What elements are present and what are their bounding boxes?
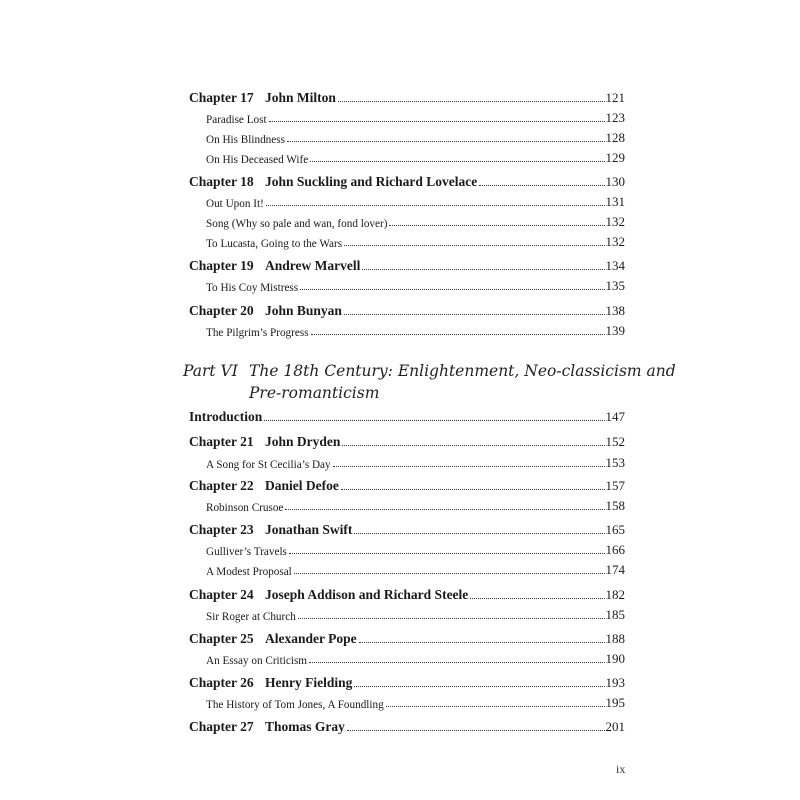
dot-leader xyxy=(470,598,604,599)
page-number: 147 xyxy=(605,409,625,424)
page-number: 138 xyxy=(605,303,625,318)
toc-entry-row xyxy=(206,558,625,578)
entry-title: Robinson Crusoe xyxy=(206,502,284,514)
page-number: 152 xyxy=(605,434,625,449)
dot-leader xyxy=(269,121,605,122)
dot-leader xyxy=(285,509,604,510)
toc-chapter-row xyxy=(189,715,625,735)
entry-title: To Lucasta, Going to the Wars xyxy=(206,238,343,250)
chapter-title: John Dryden xyxy=(265,434,341,449)
dot-leader xyxy=(310,161,604,162)
toc-chapter-row xyxy=(189,254,625,274)
page-number: 153 xyxy=(605,455,625,470)
toc-entry-row xyxy=(206,603,625,623)
chapter-title: Daniel Defoe xyxy=(265,478,339,493)
toc-entry-row xyxy=(206,106,625,126)
page-number: 188 xyxy=(605,631,625,646)
chapter-title: John Bunyan xyxy=(265,303,342,318)
toc-entry-row xyxy=(206,126,625,146)
toc-chapter-row xyxy=(189,627,625,647)
page-number: 123 xyxy=(605,110,625,125)
dot-leader xyxy=(479,185,604,186)
page-number: 193 xyxy=(605,675,625,690)
chapter-number: Chapter 22 xyxy=(189,478,254,493)
page-number: 131 xyxy=(605,194,625,209)
toc-entry-row xyxy=(206,494,625,514)
toc-entry-row xyxy=(206,691,625,711)
dot-leader xyxy=(298,618,605,619)
toc-chapter-row xyxy=(189,430,625,450)
toc-entry-row xyxy=(206,210,625,230)
dot-leader xyxy=(344,245,604,246)
dot-leader xyxy=(341,489,605,490)
page-number: 195 xyxy=(605,695,625,710)
toc-entry-row xyxy=(206,230,625,250)
page-number: 128 xyxy=(605,130,625,145)
page-number: 129 xyxy=(605,150,625,165)
chapter-title: Jonathan Swift xyxy=(265,522,353,537)
chapter-number: Chapter 19 xyxy=(189,258,254,273)
toc-chapter-row xyxy=(189,299,625,319)
toc-entry-row xyxy=(206,319,625,339)
entry-title: Paradise Lost xyxy=(206,114,267,126)
entry-title: A Song for St Cecilia’s Day xyxy=(206,459,331,471)
page-number: 130 xyxy=(605,174,625,189)
page-number: 157 xyxy=(605,478,625,493)
dot-leader xyxy=(287,141,605,142)
chapter-number: Chapter 24 xyxy=(189,587,254,602)
toc-chapter-row xyxy=(189,583,625,603)
part-label: Part VI xyxy=(183,362,238,380)
page-number: 190 xyxy=(605,651,625,666)
toc-chapter-row xyxy=(189,170,625,190)
page-number: 132 xyxy=(605,234,625,249)
dot-leader xyxy=(344,314,605,315)
part-title-line-2: Pre-romanticism xyxy=(249,384,380,402)
toc-chapter-row xyxy=(189,671,625,691)
entry-title: An Essay on Criticism xyxy=(206,655,307,667)
chapter-title: Alexander Pope xyxy=(265,631,357,646)
toc-chapter-row xyxy=(189,86,625,106)
chapter-title: Andrew Marvell xyxy=(265,258,361,273)
part-heading xyxy=(183,360,676,404)
entry-title: Song (Why so pale and wan, fond lover) xyxy=(206,218,388,230)
toc-chapter-row xyxy=(189,518,625,538)
chapter-title: John Milton xyxy=(265,90,336,105)
dot-leader xyxy=(311,334,605,335)
chapter-number: Chapter 18 xyxy=(189,174,254,189)
page-number: 139 xyxy=(605,323,625,338)
dot-leader xyxy=(333,466,605,467)
dot-leader xyxy=(359,642,605,643)
toc-entry-row xyxy=(206,451,625,471)
toc-introduction-row xyxy=(189,405,625,425)
page-number: 166 xyxy=(605,542,625,557)
introduction-title: Introduction xyxy=(189,409,263,424)
page-number: 132 xyxy=(605,214,625,229)
chapter-title: Joseph Addison and Richard Steele xyxy=(265,587,469,602)
page-folio: ix xyxy=(616,762,626,776)
page-number: 134 xyxy=(605,258,625,273)
chapter-number: Chapter 20 xyxy=(189,303,254,318)
chapter-number: Chapter 27 xyxy=(189,719,254,734)
dot-leader xyxy=(342,445,604,446)
chapter-title: Thomas Gray xyxy=(265,719,345,734)
page-number: 185 xyxy=(605,607,625,622)
dot-leader xyxy=(266,205,605,206)
toc-entry-row xyxy=(206,146,625,166)
dot-leader xyxy=(338,101,605,102)
entry-title: Out Upon It! xyxy=(206,198,264,210)
entry-title: The History of Tom Jones, A Foundling xyxy=(206,699,384,711)
page-number: 182 xyxy=(605,587,625,602)
entry-title: To His Coy Mistress xyxy=(206,282,299,294)
dot-leader xyxy=(354,686,604,687)
chapter-title: John Suckling and Richard Lovelace xyxy=(265,174,478,189)
dot-leader xyxy=(389,225,604,226)
dot-leader xyxy=(294,573,605,574)
toc-entry-row xyxy=(206,190,625,210)
dot-leader xyxy=(264,420,604,421)
chapter-number: Chapter 23 xyxy=(189,522,254,537)
entry-title: On His Deceased Wife xyxy=(206,154,309,166)
entry-title: Gulliver’s Travels xyxy=(206,546,287,558)
dot-leader xyxy=(386,706,605,707)
dot-leader xyxy=(309,662,605,663)
dot-leader xyxy=(347,730,605,731)
dot-leader xyxy=(300,289,604,290)
entry-title: On His Blindness xyxy=(206,134,285,146)
chapter-number: Chapter 26 xyxy=(189,675,254,690)
entry-title: A Modest Proposal xyxy=(206,566,292,578)
dot-leader xyxy=(362,269,604,270)
toc-entry-row xyxy=(206,538,625,558)
chapter-number: Chapter 17 xyxy=(189,90,254,105)
toc-chapter-row xyxy=(189,474,625,494)
page-number: 165 xyxy=(605,522,625,537)
dot-leader xyxy=(354,533,604,534)
dot-leader xyxy=(289,553,605,554)
entry-title: The Pilgrim’s Progress xyxy=(206,327,309,339)
page-number: 135 xyxy=(605,278,625,293)
page-number: 201 xyxy=(605,719,625,734)
toc-entry-row xyxy=(206,274,625,294)
toc-entry-row xyxy=(206,647,625,667)
chapter-number: Chapter 21 xyxy=(189,434,254,449)
page-number: 174 xyxy=(605,562,625,577)
page-number: 121 xyxy=(605,90,625,105)
entry-title: Sir Roger at Church xyxy=(206,611,296,623)
part-title-line-1: The 18th Century: Enlightenment, Neo-classicism and xyxy=(249,362,676,380)
page-number: 158 xyxy=(605,498,625,513)
chapter-title: Henry Fielding xyxy=(265,675,353,690)
chapter-number: Chapter 25 xyxy=(189,631,254,646)
